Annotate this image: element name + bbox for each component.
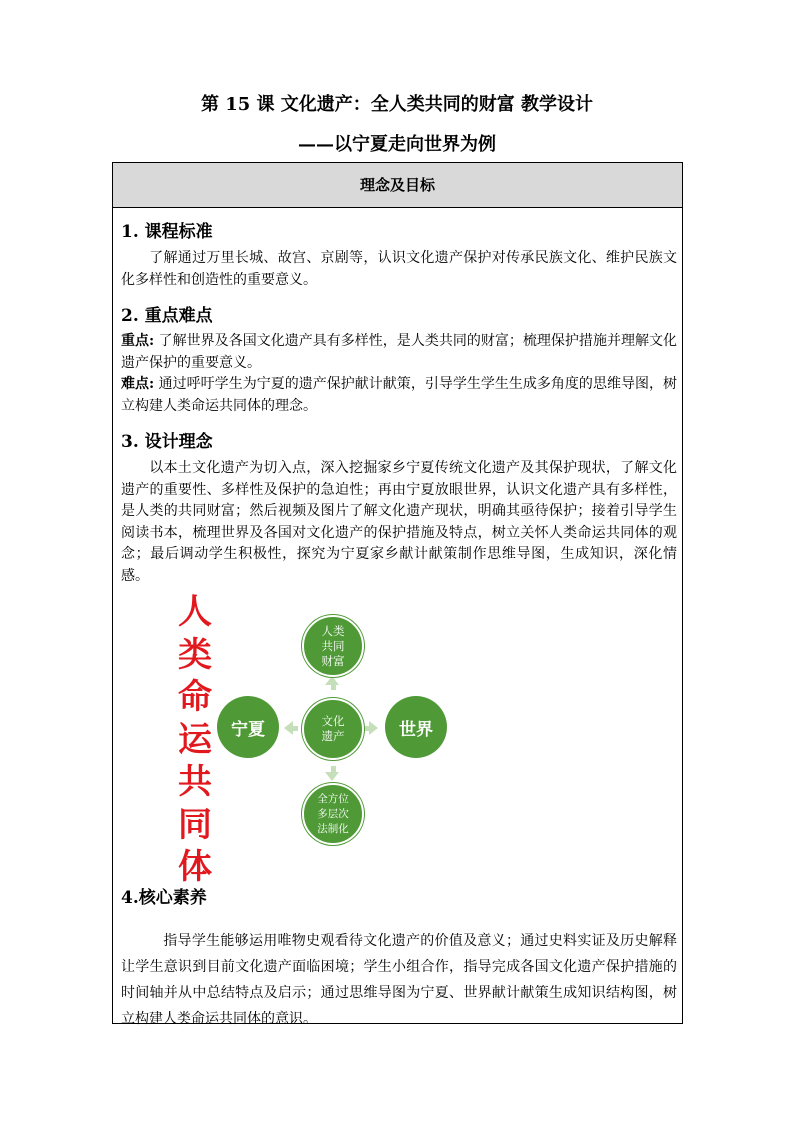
arrow-right-stem [364,726,369,731]
arrow-up-stem [331,685,336,690]
slogan-char: 共 [178,762,212,802]
section-heading-curriculum: 1. 课程标准 [121,222,213,242]
core-literacy-paragraph [121,928,677,1032]
curriculum-text: 了解通过万里长城、故宫、京剧等，认识文化遗产保护对传承民族文化、维护民族文化多样性和创造性的重要意义。 [121,250,677,288]
slogan-char: 命 [178,677,212,717]
key-label: 重点: [121,333,155,349]
design-concept-paragraph [121,458,677,587]
document-title: 第 15 课 文化遗产：全人类共同的财富 教学设计 [200,94,594,115]
arrow-right-icon [369,721,378,735]
node-world: 世界 [385,696,447,758]
vertical-slogan [175,591,215,889]
node-ningxia: 宁夏 [217,696,279,758]
arrow-left-icon [284,721,293,735]
slogan-char: 体 [178,847,212,887]
key-points-paragraph [121,331,677,417]
arrow-left-stem [293,726,298,731]
slogan-char: 运 [178,719,212,760]
difficulty-text: 通过呼吁学生为宁夏的遗产保护献计献策，引导学生学生生成多角度的思维导图，树立构建人类命运共同体的理念。 [121,376,677,414]
curriculum-paragraph [121,248,677,291]
node-common-wealth: 人类 共同 财富 [302,615,364,677]
slogan-char: 人 [178,592,212,632]
arrow-down-stem [331,766,336,772]
section-heading-key-points: 2. 重点难点 [121,306,213,326]
node-cultural-heritage: 文化 遗产 [302,698,364,760]
document-subtitle: ——以宁夏走向世界为例 [298,134,496,155]
arrow-down-icon [325,772,339,781]
design-concept-text: 以本土文化遗产为切入点，深入挖掘家乡宁夏传统文化遗产及其保护现状，了解文化遗产的重要性、多样性及保护的急迫性；再由宁夏放眼世界，认识文化遗产具有多样性，是人类的共同财富；然后视频及图片了解文化遗产现状，明确其亟待保护；接着引导学生阅读书本，梳理世界及各国对文化遗产的保护措施及特点，树立关怀人类命运共同体的观念；最后调动学生积极性，探究为宁夏家乡献计献策制作思维导图，生成知识，深化情感。 [121,460,677,584]
core-literacy-text: 指导学生能够运用唯物史观看待文化遗产的价值及意义；通过史料实证及历史解释让学生意识到目前文化遗产面临困境；学生小组合作，指导完成各国文化遗产保护措施的时间轴并从中总结特点及启示；通过思维导图为宁夏、世界献计献策生成知识结构图，树立构建人类命运共同体的意识。 [121,933,677,1027]
section-heading-core-literacy: 4.核心素养 [121,888,207,908]
key-text: 了解世界及各国文化遗产具有多样性，是人类共同的财富；梳理保护措施并理解文化遗产保护的重要意义。 [121,333,677,371]
content-table [112,162,683,1027]
slogan-char: 类 [178,634,212,675]
table-header: 理念及目标 [113,163,682,208]
node-protection-measures: 全方位 多层次 法制化 [302,783,364,845]
arrow-up-icon [325,676,339,685]
difficulty-label: 难点: [121,376,155,392]
slogan-char: 同 [178,804,212,845]
section-heading-design-concept: 3. 设计理念 [121,432,213,452]
